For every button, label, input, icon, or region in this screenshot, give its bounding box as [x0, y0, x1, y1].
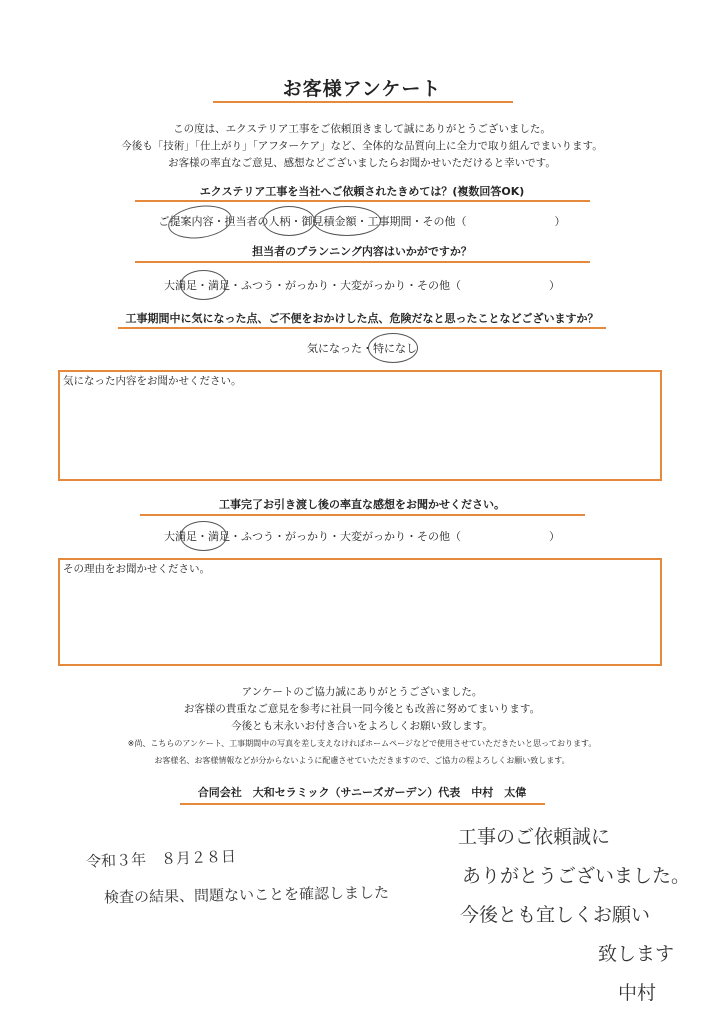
- handwritten-message: [440, 818, 710, 1013]
- notice-text: [0, 735, 724, 769]
- intro-text: [0, 121, 724, 172]
- question-2-rule: [135, 261, 590, 263]
- comment-box-2-label: その理由をお聞かせください。: [63, 563, 210, 575]
- question-1-options: ご提案内容・担当者の人柄・御見積金額・工事期間・その他（ ）: [158, 215, 566, 228]
- selection-circle: [166, 202, 234, 243]
- intro-line: 今後も「技術」「仕上がり」「アフターケア」など、全体的な品質向上に全力で取り組んでまいります。: [121, 140, 603, 152]
- question-2-options: 大満足・満足・ふつう・がっかり・大変がっかり・その他（ ）: [164, 279, 560, 292]
- question-3-options: 気になった・特になし: [307, 342, 417, 355]
- selection-circle: [180, 521, 227, 551]
- question-1: エクステリア工事を当社へご依頼されたきめては？(複数回答OK): [199, 185, 525, 198]
- handwritten-line: ありがとうございました。: [462, 865, 691, 887]
- survey-title: お客様アンケート: [282, 78, 442, 100]
- question-3: 工事期間中に気になった点、ご不便をおかけした点、危険だなと思ったことなどございますか？: [125, 312, 599, 325]
- handwritten-line: 工事のご依頼誠に: [458, 826, 611, 848]
- handwritten-line: 致します: [598, 943, 675, 965]
- handwritten-line: 今後とも宜しくお願い: [460, 904, 651, 926]
- selection-circle: [368, 333, 418, 363]
- handwritten-signature: 中村: [618, 982, 657, 1004]
- handwritten-inspection-note: 検査の結果、問題ないことを確認しました: [103, 883, 390, 907]
- company-signature: 合同会社 大和セラミック（サニーズガーデン）代表 中村 太偉: [197, 786, 527, 799]
- comment-box-1-label: 気になった内容をお聞かせください。: [63, 375, 242, 387]
- handwritten-date: 令和３年 ８月２８日: [85, 847, 237, 871]
- question-4-options: 大満足・満足・ふつう・がっかり・大変がっかり・その他（ ）: [164, 530, 560, 543]
- closing-line: お客様の貴重なご意見を参考に社員一同今後とも改善に努めてまいります。: [183, 703, 541, 715]
- question-4-rule: [140, 514, 585, 516]
- closing-text: [0, 684, 724, 735]
- selection-circle: [263, 206, 315, 236]
- question-4: 工事完了お引き渡し後の率直な感想をお聞かせください。: [219, 498, 505, 511]
- intro-line: お客様の率直なご意見、感想などございましたらお聞かせいただけると幸いです。: [168, 157, 556, 169]
- selection-circle: [313, 206, 381, 236]
- question-3-rule: [118, 327, 606, 329]
- question-1-rule: [135, 200, 590, 202]
- title-underline: [213, 101, 513, 103]
- selection-circle: [180, 270, 227, 300]
- notice-line: ※尚、こちらのアンケート、工事期間中の写真を差し支えなければホームページなどで使用させていただきたいと思っております。: [127, 739, 597, 748]
- intro-line: この度は、エクステリア工事をご依頼頂きまして誠にありがとうございました。: [173, 123, 551, 135]
- closing-line: 今後とも末永いお付き合いをよろしくお願い致します。: [231, 720, 493, 732]
- company-rule: [180, 803, 545, 805]
- question-2: 担当者のプランニング内容はいかがですか？: [252, 245, 472, 258]
- notice-line: お客様名、お客様情報などが分からないように配慮させていただきますので、ご協力の程よろしくお願い致します。: [154, 756, 570, 765]
- closing-line: アンケートのご協力誠にありがとうございました。: [241, 686, 483, 698]
